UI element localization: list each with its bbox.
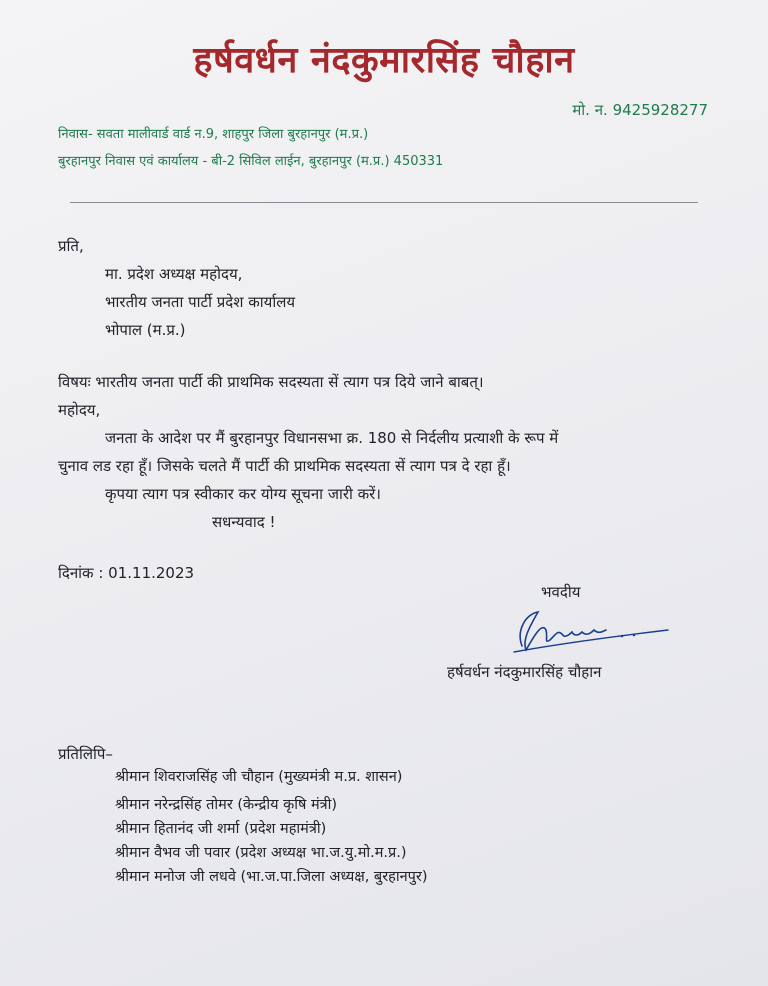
letterhead-divider <box>70 202 698 203</box>
residence-address: निवास- सवता मालीवार्ड वार्ड न.9, शाहपुर जिला बुरहानपुर (म.प्र.) <box>58 127 369 142</box>
recipient-line-3: भोपाल (म.प्र.) <box>105 321 186 339</box>
paragraph-1-line-1: जनता के आदेश पर मैं बुरहानपुर विधानसभा क्र. 180 से निर्दलीय प्रत्याशी के रूप में <box>105 429 559 447</box>
copy-recipient: श्रीमान नरेन्द्रसिंह तोमर (केन्द्रीय कृषि मंत्री) <box>115 797 338 813</box>
subject-line: विषयः भारतीय जनता पार्टी की प्राथमिक सदस्यता सें त्याग पत्र दिये जाने बाबत्। <box>58 373 484 391</box>
closing: भवदीय <box>541 583 581 601</box>
salutation: महोदय, <box>58 401 101 419</box>
signatory-name: हर्षवर्धन नंदकुमारसिंह चौहान <box>447 663 602 681</box>
copy-recipient: श्रीमान हितानंद जी शर्मा (प्रदेश महामंत्री) <box>115 821 327 837</box>
paragraph-2: कृपया त्याग पत्र स्वीकार कर योग्य सूचना जारी करें। <box>105 485 381 503</box>
paragraph-1-line-2: चुनाव लड रहा हूँ। जिसके चलते मैं पार्टी की प्राथमिक सदस्यता सें त्याग पत्र दे रहा हूँ। <box>58 457 511 475</box>
mobile-number: मो. न. 9425928277 <box>572 101 708 119</box>
office-address: बुरहानपुर निवास एवं कार्यालय - बी-2 सिविल लाईन, बुरहानपुर (म.प्र.) 450331 <box>58 154 444 169</box>
recipient-line-1: मा. प्रदेश अध्यक्ष महोदय, <box>105 265 243 283</box>
recipient-line-2: भारतीय जनता पार्टी प्रदेश कार्यालय <box>105 293 296 311</box>
letter-date: दिनांक : 01.11.2023 <box>58 564 195 582</box>
thanks-line: सधन्यवाद ! <box>212 513 276 531</box>
copy-recipient: श्रीमान शिवराजसिंह जी चौहान (मुख्यमंत्री म.प्र. शासन) <box>115 769 403 785</box>
letterhead-name: हर्षवर्धन नंदकुमारसिंह चौहान <box>193 40 575 81</box>
copies-label: प्रतिलिपि– <box>58 745 113 763</box>
copy-recipient: श्रीमान वैभव जी पवार (प्रदेश अध्यक्ष भा.ज.यु.मो.म.प्र.) <box>115 845 407 861</box>
copy-recipient: श्रीमान मनोज जी लधवे (भा.ज.पा.जिला अध्यक्ष, बुरहानपुर) <box>115 869 428 885</box>
recipient-to: प्रति, <box>58 237 84 255</box>
handwritten-signature <box>508 600 678 660</box>
